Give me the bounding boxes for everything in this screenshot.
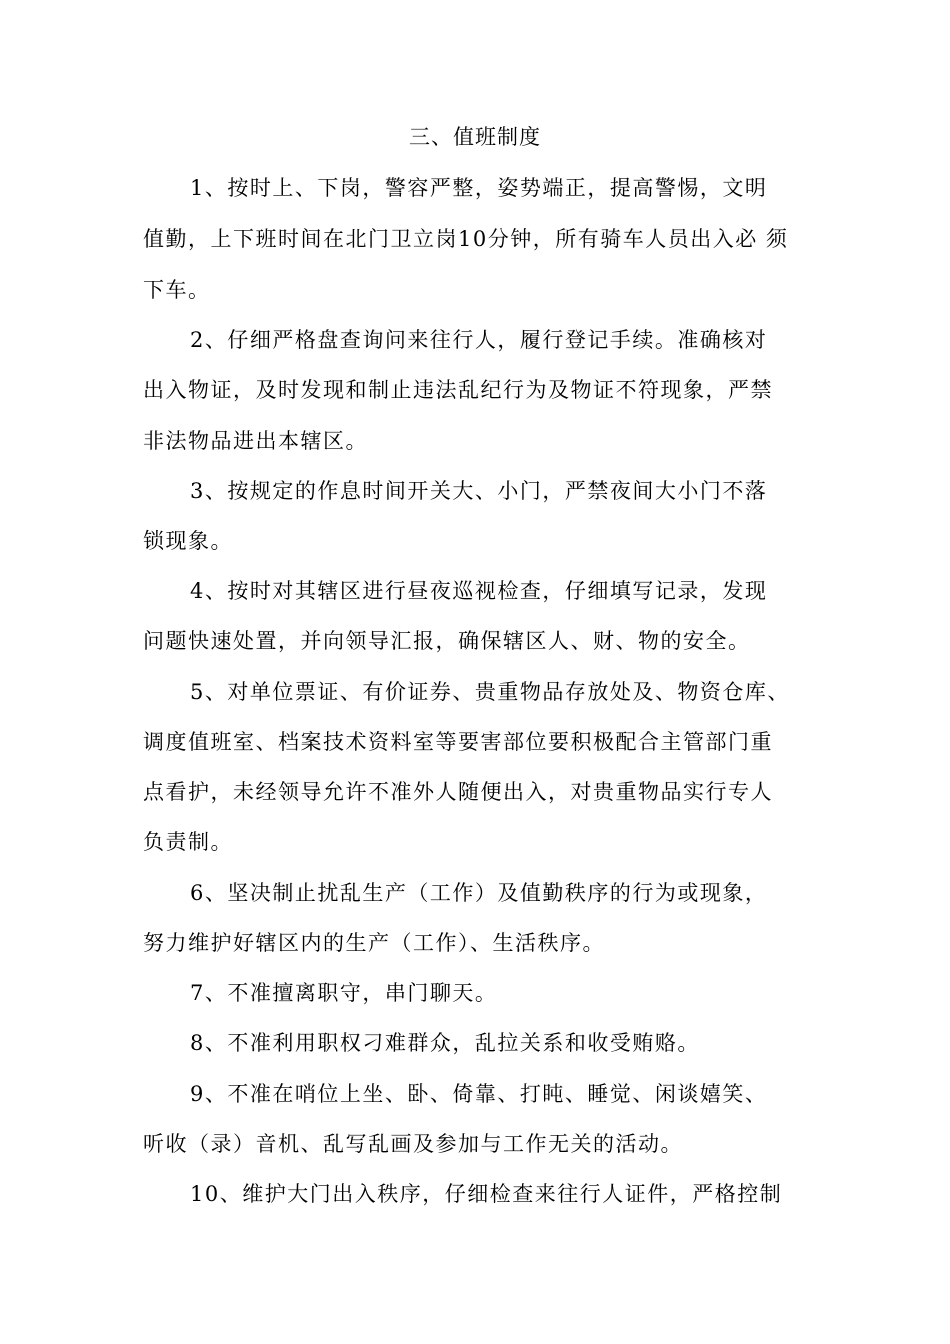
text-line: 4、按时对其辖区进行昼夜巡视检查，仔细填写记录，发现	[190, 579, 768, 603]
text-line: 点看护，未经领导允许不准外人随便出入，对贵重物品实行专人	[143, 780, 773, 804]
text-line: 7、不准擅离职守，串门聊天。	[190, 981, 498, 1005]
page-title: 三、值班制度	[409, 125, 541, 149]
text-line: 6、坚决制止扰乱生产（工作）及值勤秩序的行为或现象，	[190, 881, 768, 905]
text-line: 出入物证，及时发现和制止违法乱纪行为及物证不符现象，严禁	[143, 378, 773, 402]
text-line: 负责制。	[143, 830, 233, 854]
text-line: 听收（录）音机、乱写乱画及参加与工作无关的活动。	[143, 1132, 683, 1156]
text-line: 问题快速处置，并向领导汇报，确保辖区人、财、物的安全。	[143, 629, 751, 653]
text-line: 2、仔细严格盘查询问来往行人，履行登记手续。准确核对	[190, 328, 768, 352]
text-line: 努力维护好辖区内的生产（工作）、生活秩序。	[143, 931, 605, 955]
text-line: 调度值班室、档案技术资料室等要害部位要积极配合主管部门重	[143, 730, 773, 754]
text-line: 5、对单位票证、有价证券、贵重物品存放处及、物资仓库、	[190, 680, 790, 704]
text-line: 非法物品进出本辖区。	[143, 429, 368, 453]
text-line: 值勤，上下班时间在北门卫立岗10分钟，所有骑车人员出入必 须	[143, 227, 789, 251]
text-line: 9、不准在哨位上坐、卧、倚靠、打盹、睡觉、闲谈嬉笑、	[190, 1082, 768, 1106]
text-line: 10、维护大门出入秩序，仔细检查来往行人证件，严格控制	[190, 1182, 783, 1206]
text-line: 8、不准利用职权刁难群众，乱拉关系和收受贿赂。	[190, 1031, 700, 1055]
text-line: 锁现象。	[143, 529, 233, 553]
text-line: 下车。	[143, 278, 211, 302]
text-line: 1、按时上、下岗，警容严整，姿势端正，提高警惕，文明	[190, 176, 768, 200]
text-line: 3、按规定的作息时间开关大、小门，严禁夜间大小门不落	[190, 479, 768, 503]
